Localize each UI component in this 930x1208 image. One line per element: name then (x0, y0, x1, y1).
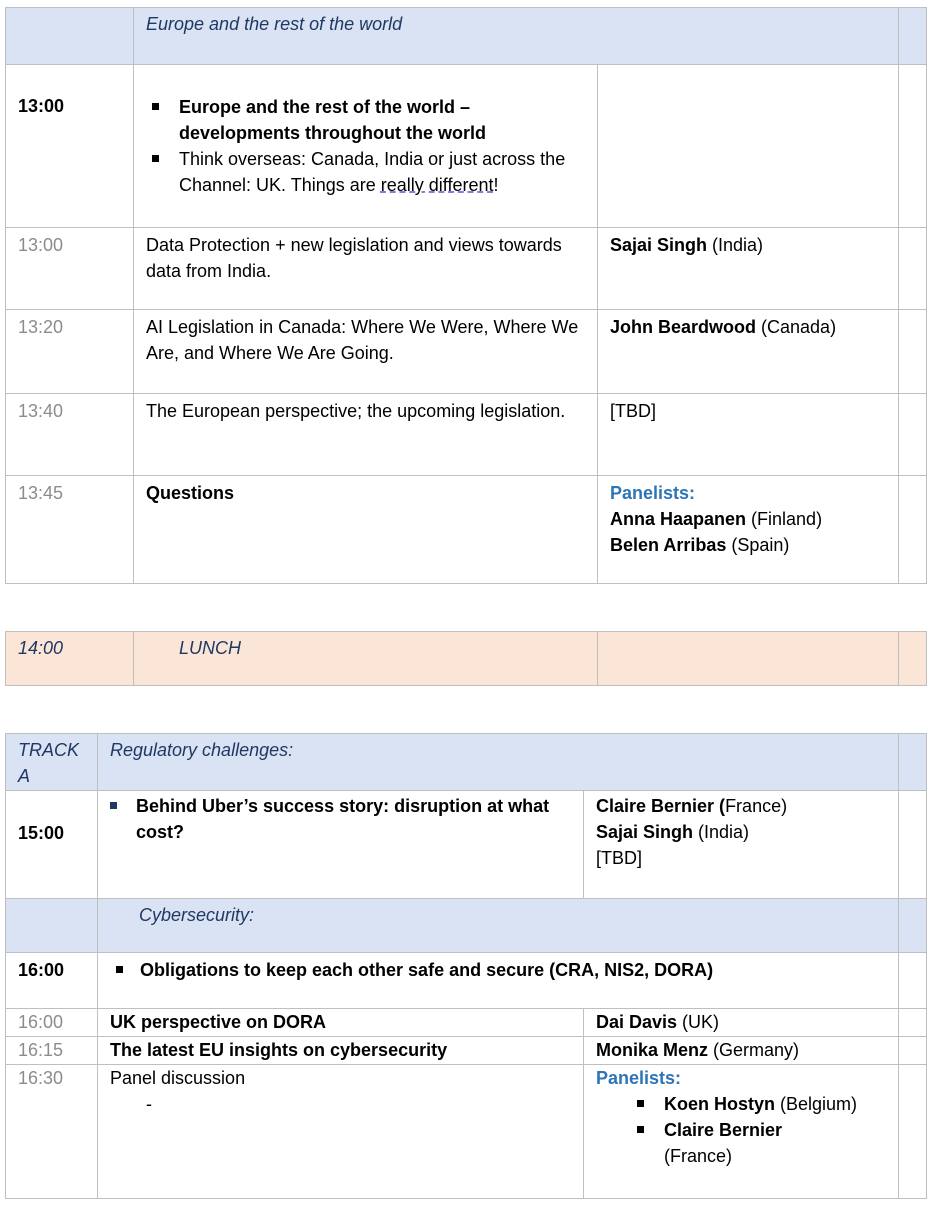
speaker-tbd: [TBD] (610, 401, 657, 421)
panelist: Anna Haapanen (Finland) (610, 509, 823, 529)
table-row (6, 394, 927, 476)
section-title: Cybersecurity: (139, 905, 255, 925)
section-title: Europe and the rest of the world (146, 14, 403, 34)
lunch-table (5, 631, 927, 686)
time-cell: 13:00 (18, 235, 64, 255)
list-item: Koen Hostyn (Belgium) (631, 1091, 886, 1117)
panelists-label: Panelists: (610, 483, 696, 503)
speaker-name: Monika Menz (596, 1040, 709, 1060)
speaker-country: (Germany) (708, 1040, 800, 1060)
uber-row (6, 791, 927, 899)
time-cell: 16:00 (18, 1012, 64, 1032)
time-cell: 15:00 (18, 823, 65, 843)
time-cell: 13:40 (18, 401, 64, 421)
panel-topic: Panel discussion (110, 1068, 246, 1088)
list-item: Think overseas: Canada, India or just across the Channel: UK. Things are really different! (146, 146, 585, 198)
speaker-country: (India) (707, 235, 764, 255)
panel-dash: - (146, 1094, 152, 1114)
time-cell: 16:30 (18, 1068, 64, 1088)
speaker: Claire Bernier (France) (596, 796, 788, 816)
panel-row (6, 1065, 927, 1199)
lunch-row (6, 632, 927, 686)
speaker-country: (Canada) (756, 317, 837, 337)
time-cell: 13:45 (18, 483, 64, 503)
topic-cell: AI Legislation in Canada: Where We Were, Where We Are, and Where We Are Going. (146, 317, 579, 363)
section-title: Regulatory challenges: (110, 740, 294, 760)
panelists-list (596, 1091, 886, 1169)
topic-cell: UK perspective on DORA (110, 1012, 327, 1032)
speaker-name: John Beardwood (610, 317, 757, 337)
time-cell: 16:15 (18, 1040, 64, 1060)
time-cell: 16:00 (18, 960, 65, 980)
list-item: Behind Uber’s success story: disruption at what cost? (104, 793, 571, 845)
spellcheck-mark: really different (380, 175, 494, 195)
speaker-country: (UK) (677, 1012, 720, 1032)
table-row (6, 228, 927, 310)
panelist: Belen Arribas (Spain) (610, 535, 790, 555)
section-header-row (6, 899, 927, 953)
agenda-table-track-a (5, 733, 927, 1199)
cyber-row (6, 953, 927, 1009)
speaker-tbd: [TBD] (596, 848, 643, 868)
questions-row (6, 476, 927, 584)
list-item: Claire Bernier (France) (631, 1117, 886, 1169)
topic-cell: Data Protection + new legislation and views towards data from India. (146, 235, 562, 281)
intro-row (6, 65, 927, 228)
questions-label: Questions (146, 483, 235, 503)
intro-bullets (146, 94, 585, 198)
topic-cell: The European perspective; the upcoming legislation. (146, 401, 566, 421)
table-row (6, 1037, 927, 1065)
list-item: Europe and the rest of the world – developments throughout the world (146, 94, 585, 146)
cyber-bullets (110, 957, 886, 983)
topic-cell: The latest EU insights on cybersecurity (110, 1040, 448, 1060)
table-row (6, 310, 927, 394)
speaker-name: Dai Davis (596, 1012, 678, 1032)
table-row (6, 1009, 927, 1037)
agenda-table-europe (5, 7, 927, 584)
section-header-row (6, 734, 927, 791)
lunch-label: LUNCH (179, 638, 242, 658)
speaker-name: Sajai Singh (610, 235, 708, 255)
speaker: Sajai Singh (India) (596, 822, 750, 842)
track-label: TRACK A (18, 740, 80, 786)
panelists-label: Panelists: (596, 1068, 682, 1088)
uber-bullets (104, 793, 571, 845)
time-cell: 13:20 (18, 317, 64, 337)
list-item: Obligations to keep each other safe and secure (CRA, NIS2, DORA) (110, 957, 886, 983)
time-cell: 13:00 (18, 96, 65, 116)
section-header-row (6, 8, 927, 65)
time-cell: 14:00 (18, 638, 64, 658)
